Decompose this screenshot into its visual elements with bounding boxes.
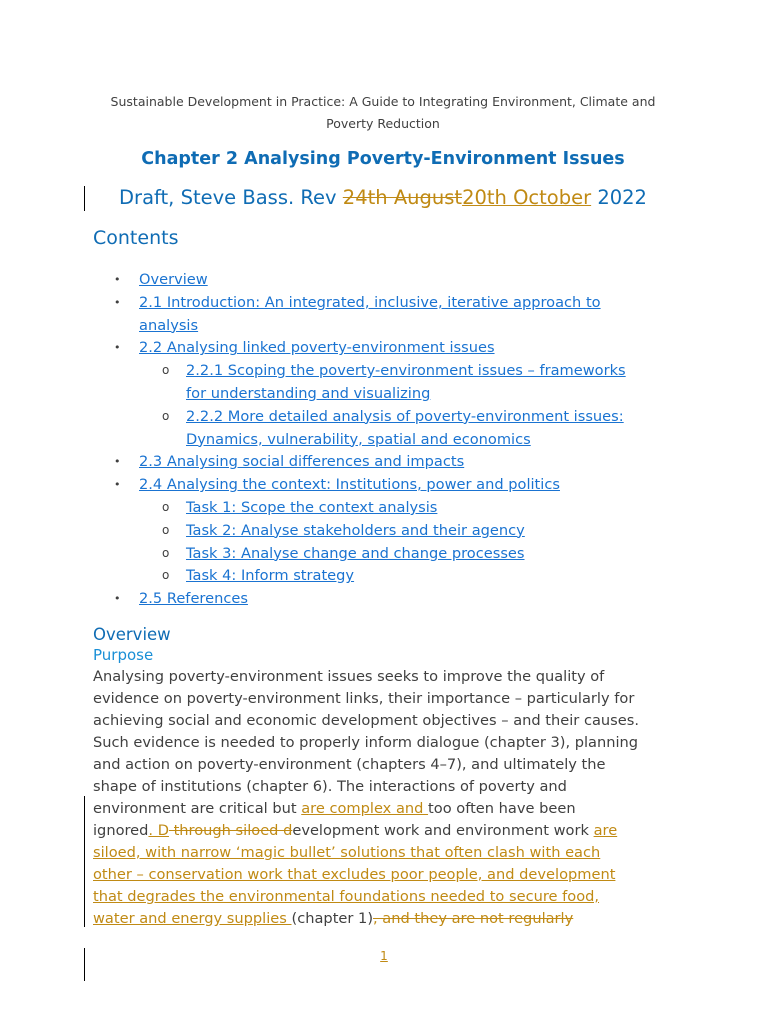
overview-body-text <box>93 666 673 930</box>
body-text-run: (chapter 1) <box>291 910 374 927</box>
toc-link[interactable]: 2.2.2 More detailed analysis of poverty-environment issues: Dynamics, vulnerability, spatial and economics <box>186 407 624 448</box>
toc-link[interactable]: Task 1: Scope the context analysis <box>186 498 438 516</box>
toc-link[interactable]: 2.2 Analysing linked poverty-environment issues <box>139 339 495 357</box>
toc-link[interactable]: 2.3 Analysing social differences and impacts <box>139 453 465 471</box>
body-line <box>93 886 673 908</box>
toc-item <box>93 497 673 520</box>
running-head-line-2: Poverty Reduction <box>326 116 440 131</box>
toc-link[interactable]: 2.4 Analysing the context: Institutions, power and politics <box>139 476 560 494</box>
body-text-run: Such evidence is needed to properly inform dialogue (chapter 3), planning <box>93 734 639 751</box>
inserted-text: water and energy supplies <box>93 910 292 927</box>
body-text-run: shape of institutions (chapter 6). The interactions of poverty and <box>93 778 567 795</box>
body-line <box>93 754 673 776</box>
toc-item <box>93 565 673 588</box>
toc-link[interactable]: Task 3: Analyse change and change processes <box>186 544 525 562</box>
draft-line <box>93 184 673 212</box>
toc-item <box>93 269 673 292</box>
toc-item <box>93 292 673 338</box>
change-bar-draft <box>84 186 85 211</box>
body-text-run: ignored <box>93 822 149 839</box>
deleted-text: through siloed d <box>168 822 293 839</box>
toc-item <box>93 588 673 611</box>
body-text-run: achieving social and economic development objectives – and their causes. <box>93 712 639 729</box>
purpose-heading: Purpose <box>93 646 154 664</box>
change-bar-body <box>84 796 85 927</box>
running-head <box>93 91 673 135</box>
inserted-text: are complex and <box>301 800 429 817</box>
toc-item <box>93 406 673 452</box>
toc-link[interactable]: 2.2.1 Scoping the poverty-environment issues – frameworks for understanding and visualizing <box>186 362 626 402</box>
body-line <box>93 666 673 688</box>
inserted-text: . D <box>148 822 169 839</box>
body-text-run: Analysing poverty-environment issues seeks to improve the quality of <box>93 668 605 685</box>
toc-item <box>93 474 673 497</box>
body-line <box>93 732 673 754</box>
page-number: 1 <box>380 949 388 963</box>
draft-suffix: 2022 <box>591 186 647 209</box>
running-head-line-1: Sustainable Development in Practice: A Guide to Integrating Environment, Climate and <box>110 94 656 109</box>
toc-link[interactable]: Overview <box>139 271 208 288</box>
body-text-run: and action on poverty-environment (chapters 4–7), and ultimately the <box>93 756 606 773</box>
body-line <box>93 688 673 710</box>
toc-item <box>93 360 673 406</box>
toc-link[interactable]: 2.5 References <box>139 590 248 608</box>
body-line <box>93 842 673 864</box>
body-line <box>93 908 673 930</box>
deleted-date: 24th August <box>342 186 463 209</box>
body-text-run: evidence on poverty-environment links, their importance – particularly for <box>93 690 635 707</box>
toc-item <box>93 543 673 566</box>
toc-item <box>93 520 673 543</box>
chapter-title: Chapter 2 Analysing Poverty-Environment Issues <box>141 149 625 169</box>
body-text-run: environment are critical but <box>93 800 302 817</box>
inserted-text: are <box>593 822 618 839</box>
inserted-text: that degrades the environmental foundations needed to secure food, <box>93 888 600 905</box>
body-line <box>93 710 673 732</box>
contents-heading: Contents <box>93 227 179 249</box>
toc-link[interactable]: Task 2: Analyse stakeholders and their agency <box>186 521 525 539</box>
body-line <box>93 864 673 886</box>
toc-link[interactable]: 2.1 Introduction: An integrated, inclusive, iterative approach to analysis <box>139 293 601 334</box>
body-text-run: too often have been <box>428 800 576 817</box>
table-of-contents <box>93 269 673 611</box>
overview-heading: Overview <box>93 625 171 644</box>
toc-link[interactable]: Task 4: Inform strategy <box>186 567 355 585</box>
toc-item <box>93 451 673 474</box>
draft-prefix: Draft, Steve Bass. Rev <box>119 186 343 209</box>
inserted-date: 20th October <box>462 186 592 209</box>
inserted-text: other – conservation work that excludes poor people, and development <box>93 866 616 883</box>
body-line <box>93 820 673 842</box>
toc-item <box>93 337 673 360</box>
body-line <box>93 798 673 820</box>
body-text-run: evelopment work and environment work <box>292 822 594 839</box>
inserted-text: siloed, with narrow ‘magic bullet’ solutions that often clash with each <box>93 844 601 861</box>
deleted-text: , and they are not regularly <box>373 910 574 927</box>
body-line <box>93 776 673 798</box>
